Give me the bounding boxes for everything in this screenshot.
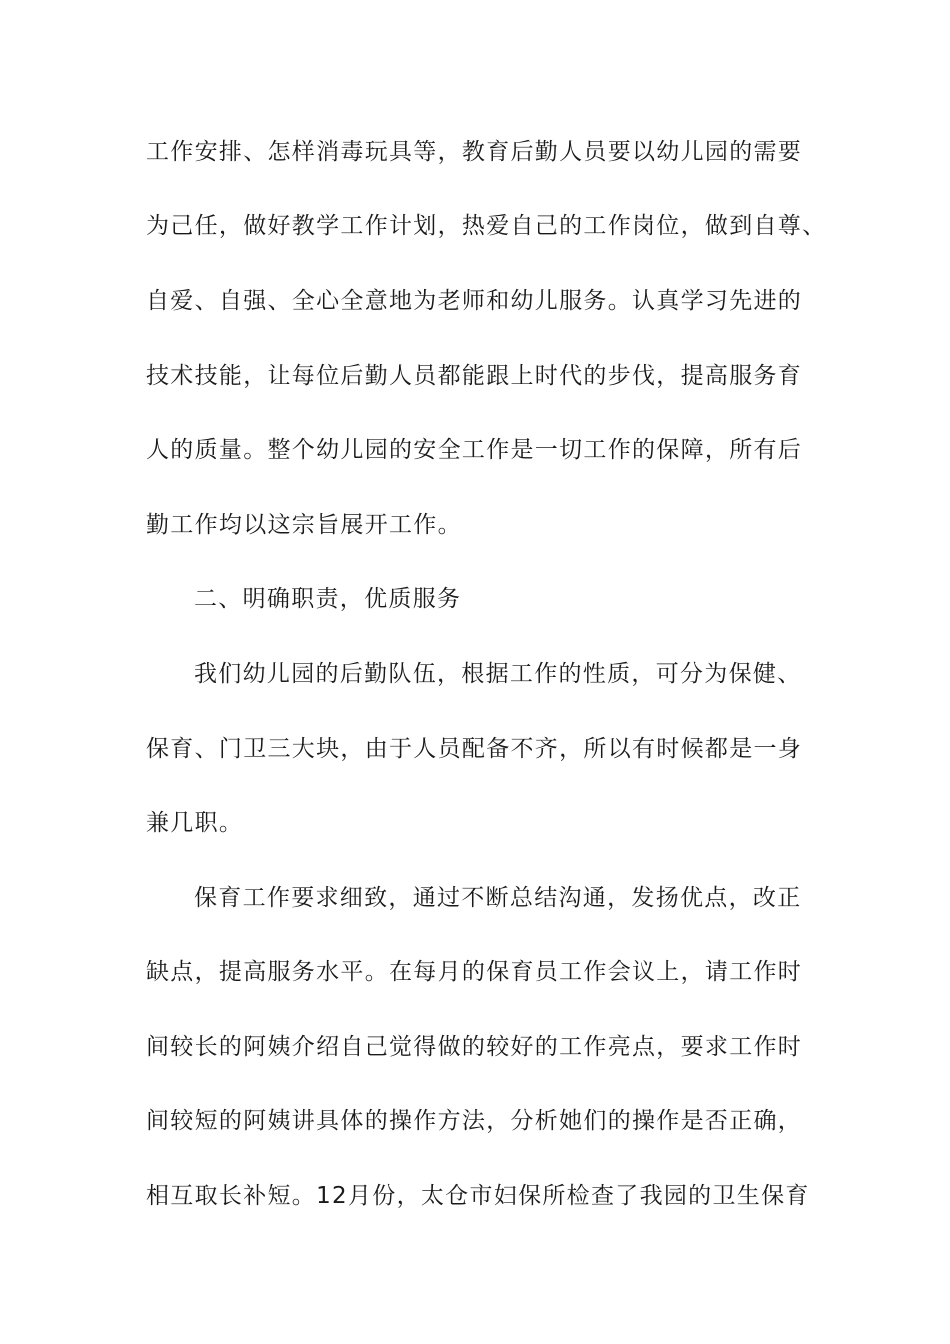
paragraph-line: 工作安排、怎样消毒玩具等，教育后勤人员要以幼儿园的需要 xyxy=(146,139,803,165)
paragraph-line: 相互取长补短。12月份，太仓市妇保所检查了我园的卫生保育 xyxy=(146,1183,810,1209)
paragraph-line: 间较短的阿姨讲具体的操作方法，分析她们的操作是否正确， xyxy=(146,1108,803,1134)
paragraph-line: 为己任，做好教学工作计划，热爱自己的工作岗位，做到自尊、 xyxy=(146,213,827,239)
paragraph-line: 我们幼儿园的后勤队伍，根据工作的性质，可分为保健、 xyxy=(194,661,802,687)
paragraph-line: 缺点，提高服务水平。在每月的保育员工作会议上，请工作时 xyxy=(146,959,803,985)
section-heading: 二、明确职责，优质服务 xyxy=(194,586,462,612)
paragraph-line: 勤工作均以这宗旨展开工作。 xyxy=(146,512,462,538)
paragraph-line: 兼几职。 xyxy=(146,810,244,836)
paragraph-line: 保育工作要求细致，通过不断总结沟通，发扬优点，改正 xyxy=(194,885,802,911)
paragraph-line: 间较长的阿姨介绍自己觉得做的较好的工作亮点，要求工作时 xyxy=(146,1034,803,1060)
paragraph-line: 自爱、自强、全心全意地为老师和幼儿服务。认真学习先进的 xyxy=(146,288,803,314)
paragraph-line: 保育、门卫三大块，由于人员配备不齐，所以有时候都是一身 xyxy=(146,736,803,762)
paragraph-line: 人的质量。整个幼儿园的安全工作是一切工作的保障，所有后 xyxy=(146,437,803,463)
paragraph-line: 技术技能，让每位后勤人员都能跟上时代的步伐，提高服务育 xyxy=(146,363,803,389)
